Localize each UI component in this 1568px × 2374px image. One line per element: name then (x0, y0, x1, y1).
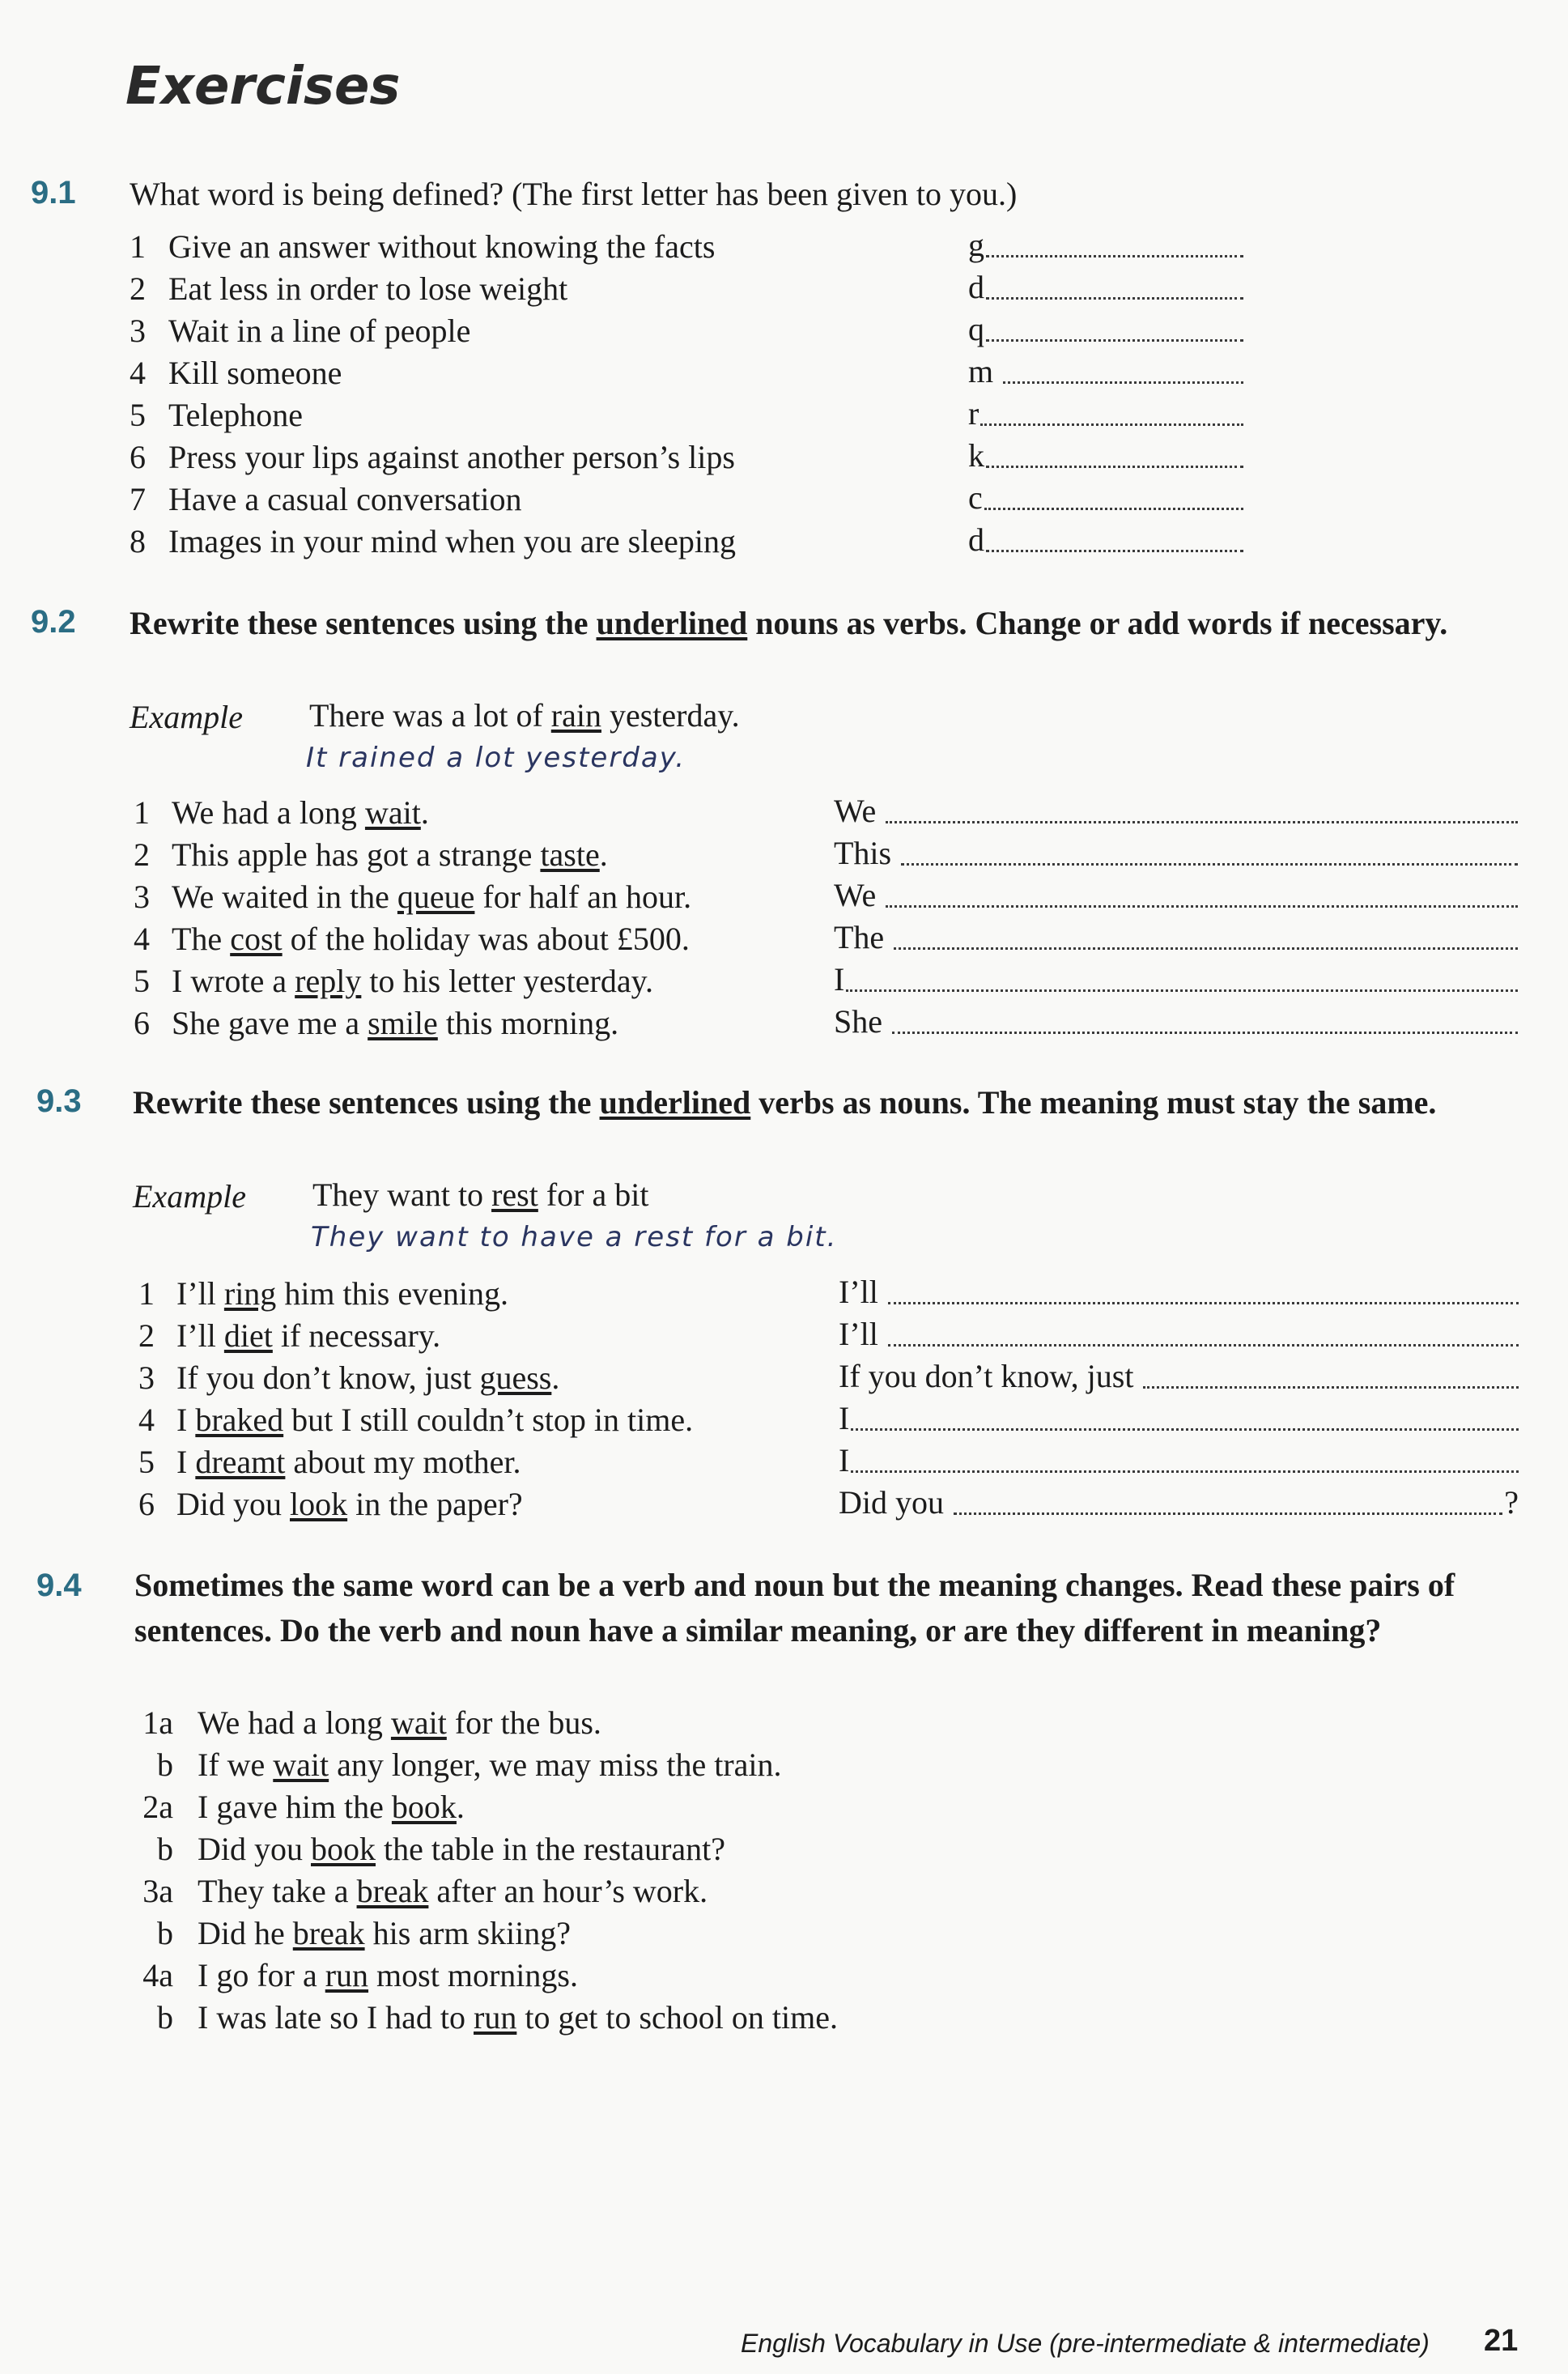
sentence-text: . (456, 1789, 465, 1825)
answer-blank[interactable] (986, 297, 1243, 300)
sentence-text: Did you (198, 1831, 311, 1867)
answer-line (968, 394, 1243, 436)
example-text: They want to (312, 1176, 492, 1213)
underlined-word: diet (223, 1317, 273, 1354)
item-sentence (176, 1357, 559, 1399)
page-number: 21 (1484, 2324, 1519, 2358)
underlined-word: wait (273, 1746, 329, 1783)
sentence-text: of the holiday was about £500. (282, 921, 690, 957)
sentence-text: I (176, 1402, 196, 1438)
answer-blank[interactable] (1003, 381, 1243, 384)
sentence-text: The (172, 921, 231, 957)
answer-blank[interactable] (986, 466, 1243, 468)
answer-prompt: I (839, 1400, 850, 1436)
item-sentence (176, 1315, 440, 1357)
item-number: 4a (142, 1957, 173, 1993)
answer-prompt: This (834, 835, 892, 871)
item-text: Telephone (168, 397, 304, 433)
item-number: b (157, 1831, 173, 1867)
answer-prompt: d (968, 521, 984, 558)
answer-blank[interactable] (986, 339, 1243, 342)
item-number: 2 (134, 836, 150, 873)
item-number: 3 (134, 879, 150, 915)
answer-line (834, 792, 1518, 834)
sentence-text: I was late so I had to (198, 1999, 474, 2036)
sentence-text: I’ll (176, 1275, 224, 1312)
item-sentence (172, 876, 691, 918)
page-title: Exercises (125, 57, 401, 117)
sentence-text: . (599, 836, 608, 873)
underlined-word: ring (223, 1275, 277, 1312)
answer-blank[interactable] (886, 905, 1518, 908)
item-text: Kill someone (168, 355, 342, 391)
answer-blank[interactable] (954, 1512, 1502, 1515)
section-number: 9.4 (36, 1568, 82, 1603)
answer-blank[interactable] (846, 989, 1518, 992)
underlined-word: run (325, 1957, 369, 1993)
underlined-word: taste (540, 836, 600, 873)
instruction-text: nouns as verbs. Change or add words if necessary. (747, 605, 1448, 641)
sentence-text: Did you (176, 1486, 290, 1522)
sentence-text: If we (198, 1746, 274, 1783)
sentence-text: I go for a (198, 1957, 325, 1993)
item-sentence (198, 1702, 601, 1744)
sentence-text: but I still couldn’t stop in time. (283, 1402, 694, 1438)
sentence-text: this morning. (437, 1005, 619, 1041)
item-number: 3 (130, 313, 146, 349)
instruction-text: Rewrite these sentences using the (130, 605, 597, 641)
handwritten-example-answer: They want to have a rest for a bit. (311, 1221, 838, 1253)
item-number: 4 (134, 921, 150, 957)
answer-blank[interactable] (851, 1470, 1519, 1473)
section-number: 9.3 (36, 1083, 82, 1119)
item-number: 1 (138, 1275, 155, 1312)
sentence-text: to get to school on time. (516, 1999, 838, 2036)
sentence-text: I’ll (176, 1317, 224, 1354)
item-number: 4 (138, 1402, 155, 1438)
answer-prompt: c (968, 479, 983, 516)
answer-blank[interactable] (892, 1032, 1518, 1034)
example-sentence (312, 1174, 648, 1216)
item-number: 6 (138, 1486, 155, 1522)
answer-blank[interactable] (851, 1428, 1519, 1431)
underlined-word: cost (230, 921, 283, 957)
section-instruction (133, 1080, 1509, 1125)
answer-prompt: m (968, 353, 994, 389)
underlined-word: run (474, 1999, 517, 2036)
answer-prompt: d (968, 269, 984, 305)
answer-line (839, 1315, 1519, 1357)
item-sentence (172, 792, 429, 834)
sentence-text: She gave me a (172, 1005, 368, 1041)
answer-prompt: r (968, 395, 979, 432)
item-number: 5 (130, 397, 146, 433)
item-text: Press your lips against another person’s lips (168, 439, 735, 475)
underlined-word: smile (368, 1005, 438, 1041)
item-number: 4 (130, 355, 146, 391)
item-number: b (157, 1999, 173, 2036)
example-text: There was a lot of (309, 697, 551, 734)
item-text: Have a casual conversation (168, 481, 522, 517)
answer-prompt: We (834, 877, 877, 913)
item-number: 3 (138, 1359, 155, 1396)
answer-prompt: I (834, 961, 845, 998)
example-label: Example (133, 1178, 246, 1215)
answer-prompt: I’ll (839, 1316, 878, 1352)
sentence-text: for half an hour. (474, 879, 692, 915)
sentence-text: any longer, we may miss the train. (329, 1746, 782, 1783)
item-sentence (176, 1399, 693, 1441)
item-sentence (172, 918, 690, 960)
sentence-text: I gave him the (198, 1789, 392, 1825)
underlined-word: braked (195, 1402, 284, 1438)
item-number: 5 (138, 1444, 155, 1480)
instruction-text: verbs as nouns. The meaning must stay the same. (750, 1084, 1437, 1121)
sentence-text: We had a long (198, 1704, 391, 1741)
example-underlined-word: rest (491, 1176, 538, 1213)
sentence-text: If you don’t know, just (176, 1359, 480, 1396)
underlined-word: queue (397, 879, 475, 915)
sentence-text: if necessary. (272, 1317, 441, 1354)
sentence-text: . (551, 1359, 560, 1396)
answer-prompt: g (968, 227, 984, 263)
item-number: 5 (134, 963, 150, 999)
sentence-text: the table in the restaurant? (376, 1831, 726, 1867)
item-sentence (176, 1483, 523, 1525)
item-number: 3a (142, 1873, 173, 1909)
sentence-text: I (176, 1444, 196, 1480)
answer-line (834, 876, 1518, 918)
section-number: 9.1 (31, 175, 76, 211)
underlined-word: reply (295, 963, 362, 999)
instruction-underlined-word: underlined (596, 605, 748, 641)
item-sentence (198, 1744, 782, 1786)
item-number: 8 (130, 523, 146, 559)
answer-line (968, 479, 1243, 521)
item-text: Eat less in order to lose weight (168, 270, 568, 307)
item-sentence (198, 1786, 465, 1828)
item-number: 2 (130, 270, 146, 307)
sentence-text: his arm skiing? (364, 1915, 572, 1951)
item-sentence (198, 1828, 725, 1870)
item-number: 6 (134, 1005, 150, 1041)
book-title-footer: English Vocabulary in Use (pre-intermediate & intermediate) (741, 2329, 1430, 2358)
item-sentence (176, 1441, 521, 1483)
underlined-word: look (290, 1486, 348, 1522)
answer-blank[interactable] (886, 821, 1518, 823)
answer-prompt: Did you (839, 1484, 944, 1521)
item-number: 1 (130, 228, 146, 265)
sentence-text: in the paper? (347, 1486, 523, 1522)
answer-line (968, 226, 1243, 268)
item-number: 1a (142, 1704, 173, 1741)
answer-blank[interactable] (901, 863, 1518, 866)
section-instruction: What word is being defined? (The first letter has been given to you.) (130, 176, 1018, 212)
answer-line (834, 1002, 1518, 1044)
section-number: 9.2 (31, 604, 76, 640)
answer-line (834, 834, 1518, 876)
item-number: b (157, 1746, 173, 1783)
item-sentence (198, 1870, 708, 1912)
item-number: 2a (142, 1789, 173, 1825)
example-label: Example (130, 699, 243, 735)
sentence-text: to his letter yesterday. (361, 963, 653, 999)
answer-line (968, 521, 1243, 563)
answer-line (834, 960, 1518, 1002)
sentence-text: We had a long (172, 794, 365, 831)
underlined-word: wait (390, 1704, 447, 1741)
answer-blank[interactable] (1143, 1386, 1519, 1389)
item-number: b (157, 1915, 173, 1951)
underlined-word: wait (364, 794, 421, 831)
item-sentence (172, 1002, 618, 1044)
instruction-text: Rewrite these sentences using the (133, 1084, 600, 1121)
answer-line (839, 1399, 1519, 1441)
underlined-word: guess (479, 1359, 552, 1396)
sentence-text: They take a (198, 1873, 357, 1909)
item-text: Images in your mind when you are sleeping (168, 523, 736, 559)
answer-blank[interactable] (980, 423, 1243, 426)
answer-prompt: The (834, 919, 885, 955)
example-sentence (309, 695, 740, 737)
item-sentence (198, 1955, 578, 1997)
answer-blank[interactable] (984, 508, 1243, 510)
item-text: Give an answer without knowing the facts (168, 228, 716, 265)
section-instruction (130, 601, 1506, 646)
example-text: yesterday. (601, 697, 740, 734)
underlined-word: book (391, 1789, 457, 1825)
answer-prompt: I (839, 1442, 850, 1478)
answer-blank[interactable] (888, 1302, 1519, 1304)
answer-line (968, 352, 1243, 394)
sentence-text: I wrote a (172, 963, 295, 999)
sentence-text: after an hour’s work. (428, 1873, 708, 1909)
answer-prompt: k (968, 437, 984, 474)
answer-line (839, 1273, 1519, 1315)
underlined-word: book (311, 1831, 376, 1867)
answer-line (968, 436, 1243, 479)
answer-blank[interactable] (894, 947, 1518, 950)
item-sentence (198, 1997, 838, 2039)
sentence-text: for the bus. (446, 1704, 601, 1741)
item-number: 6 (130, 439, 146, 475)
answer-blank[interactable] (888, 1344, 1519, 1347)
sentence-text: . (420, 794, 429, 831)
answer-line (968, 310, 1243, 352)
underlined-word: dreamt (195, 1444, 286, 1480)
item-text: Wait in a line of people (168, 313, 471, 349)
item-sentence (198, 1912, 571, 1955)
answer-prompt: She (834, 1003, 882, 1040)
sentence-text: about my mother. (285, 1444, 521, 1480)
item-number: 2 (138, 1317, 155, 1354)
sentence-text: most mornings. (368, 1957, 578, 1993)
sentence-text: him this evening. (276, 1275, 508, 1312)
answer-line (834, 918, 1518, 960)
item-number: 7 (130, 481, 146, 517)
answer-line (839, 1357, 1519, 1399)
answer-line (839, 1441, 1519, 1483)
sentence-text: This apple has got a strange (172, 836, 541, 873)
answer-line (839, 1483, 1519, 1525)
answer-blank[interactable] (986, 255, 1243, 257)
answer-prompt: q (968, 311, 984, 347)
example-text: for a bit (538, 1176, 649, 1213)
answer-blank[interactable] (986, 550, 1243, 552)
underlined-word: break (356, 1873, 429, 1909)
sentence-text: Did he (198, 1915, 293, 1951)
instruction-underlined-word: underlined (599, 1084, 751, 1121)
answer-prompt: If you don’t know, just (839, 1358, 1134, 1394)
example-underlined-word: rain (550, 697, 601, 734)
answer-prompt: We (834, 793, 877, 829)
answer-end-punctuation: ? (1504, 1484, 1519, 1521)
item-number: 1 (134, 794, 150, 831)
section-instruction: Sometimes the same word can be a verb and noun but the meaning changes. Read these pairs of sentences. Do the verb and noun have a similar meaning, or are they different in meaning? (134, 1567, 1455, 1649)
item-sentence (172, 960, 653, 1002)
item-sentence (176, 1273, 508, 1315)
underlined-word: break (292, 1915, 365, 1951)
sentence-text: We waited in the (172, 879, 397, 915)
answer-line (968, 268, 1243, 310)
handwritten-example-answer: It rained a lot yesterday. (306, 742, 686, 774)
item-sentence (172, 834, 608, 876)
answer-prompt: I’ll (839, 1274, 878, 1310)
